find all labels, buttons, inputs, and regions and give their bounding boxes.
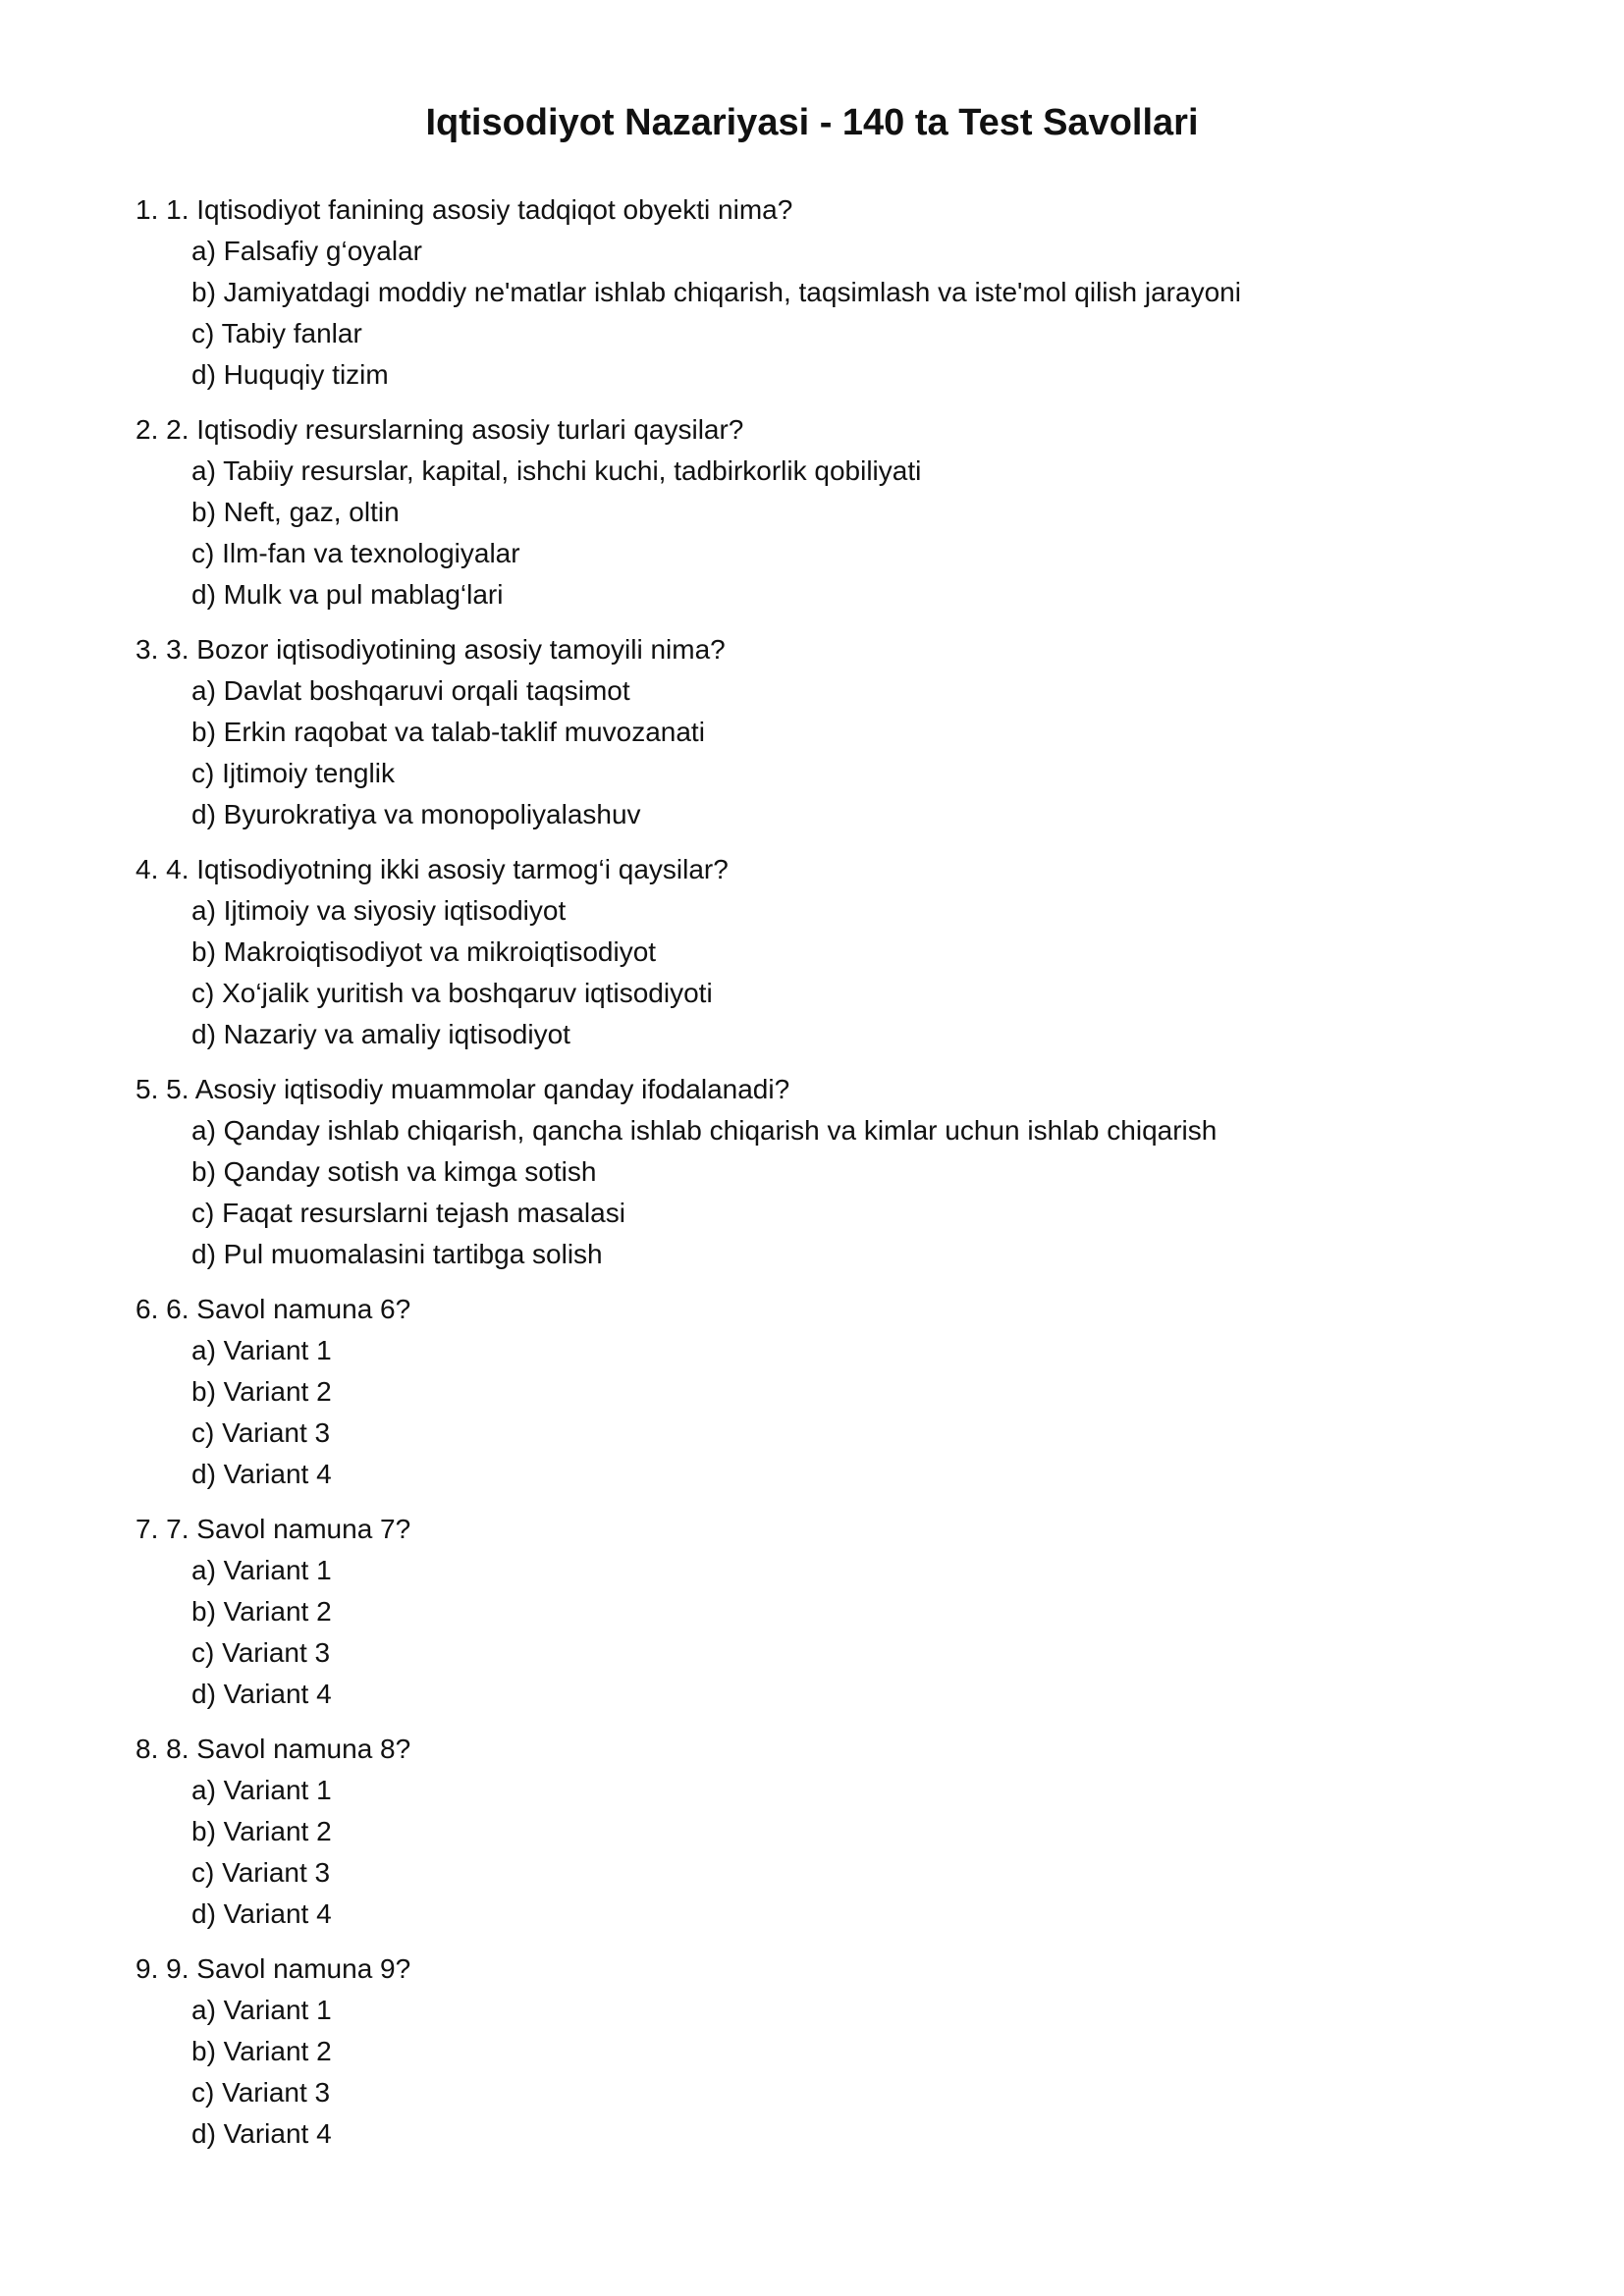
option-c: c) Faqat resurslarni tejash masalasi xyxy=(191,1198,625,1228)
option-d: d) Nazariy va amaliy iqtisodiyot xyxy=(191,1019,570,1049)
question-item xyxy=(135,409,1490,629)
option-b: b) Makroiqtisodiyot va mikroiqtisodiyot xyxy=(191,936,657,967)
option-list xyxy=(191,231,1241,396)
option-c: c) Variant 3 xyxy=(191,2077,331,2108)
option-b: b) Variant 2 xyxy=(191,1376,332,1407)
option-d: d) Mulk va pul mablag‘lari xyxy=(191,579,504,610)
option-c: c) Ilm-fan va texnologiyalar xyxy=(191,538,520,568)
question-list xyxy=(135,189,1490,2168)
question-text: 3. 3. Bozor iqtisodiyotining asosiy tamoyili nima? xyxy=(135,634,726,665)
option-b: b) Neft, gaz, oltin xyxy=(191,497,400,527)
option-c: c) Variant 3 xyxy=(191,1857,331,1888)
question-text: 7. 7. Savol namuna 7? xyxy=(135,1514,411,1544)
question-item xyxy=(135,1949,1490,2168)
question-text: 2. 2. Iqtisodiy resurslarning asosiy turlari qaysilar? xyxy=(135,414,744,445)
option-list xyxy=(191,1770,332,1935)
option-list xyxy=(191,890,713,1055)
option-a: a) Tabiiy resurslar, kapital, ishchi kuchi, tadbirkorlik qobiliyati xyxy=(191,455,922,486)
option-list xyxy=(191,1110,1217,1275)
option-a: a) Davlat boshqaruvi orqali taqsimot xyxy=(191,675,630,706)
option-d: d) Huquqiy tizim xyxy=(191,359,389,390)
option-a: a) Variant 1 xyxy=(191,1335,332,1365)
option-b: b) Variant 2 xyxy=(191,1816,332,1846)
question-item xyxy=(135,1289,1490,1509)
option-list xyxy=(191,1990,332,2155)
option-b: b) Erkin raqobat va talab-taklif muvozanati xyxy=(191,717,705,747)
option-c: c) Ijtimoiy tenglik xyxy=(191,758,395,788)
option-c: c) Xo‘jalik yuritish va boshqaruv iqtisodiyoti xyxy=(191,978,713,1008)
option-list xyxy=(191,1330,332,1495)
question-item xyxy=(135,849,1490,1069)
option-list xyxy=(191,451,921,615)
question-text: 9. 9. Savol namuna 9? xyxy=(135,1953,411,1984)
option-list xyxy=(191,670,705,835)
option-a: a) Ijtimoiy va siyosiy iqtisodiyot xyxy=(191,895,567,926)
option-a: a) Variant 1 xyxy=(191,1775,332,1805)
option-a: a) Variant 1 xyxy=(191,1555,332,1585)
option-b: b) Jamiyatdagi moddiy ne'matlar ishlab chiqarish, taqsimlash va iste'mol qilish jarayoni xyxy=(191,277,1241,307)
question-item xyxy=(135,1729,1490,1949)
option-d: d) Variant 4 xyxy=(191,1459,332,1489)
question-text: 5. 5. Asosiy iqtisodiy muammolar qanday ifodalanadi? xyxy=(135,1074,790,1104)
question-text: 4. 4. Iqtisodiyotning ikki asosiy tarmog‘i qaysilar? xyxy=(135,854,729,884)
document-title: Iqtisodiyot Nazariyasi - 140 ta Test Savollari xyxy=(425,102,1199,143)
option-a: a) Variant 1 xyxy=(191,1995,332,2025)
question-item xyxy=(135,1509,1490,1729)
question-text: 8. 8. Savol namuna 8? xyxy=(135,1734,411,1764)
option-d: d) Pul muomalasini tartibga solish xyxy=(191,1239,603,1269)
question-item xyxy=(135,1069,1490,1289)
option-c: c) Variant 3 xyxy=(191,1637,331,1668)
question-item xyxy=(135,189,1490,409)
option-list xyxy=(191,1550,332,1715)
option-b: b) Variant 2 xyxy=(191,1596,332,1627)
option-c: c) Tabiy fanlar xyxy=(191,318,362,348)
option-d: d) Byurokratiya va monopoliyalashuv xyxy=(191,799,641,829)
option-b: b) Variant 2 xyxy=(191,2036,332,2066)
option-b: b) Qanday sotish va kimga sotish xyxy=(191,1156,597,1187)
option-d: d) Variant 4 xyxy=(191,2118,332,2149)
option-d: d) Variant 4 xyxy=(191,1679,332,1709)
question-text: 1. 1. Iqtisodiyot fanining asosiy tadqiqot obyekti nima? xyxy=(135,194,793,225)
option-a: a) Falsafiy g‘oyalar xyxy=(191,236,422,266)
option-d: d) Variant 4 xyxy=(191,1898,332,1929)
question-text: 6. 6. Savol namuna 6? xyxy=(135,1294,411,1324)
option-a: a) Qanday ishlab chiqarish, qancha ishlab chiqarish va kimlar uchun ishlab chiqarish xyxy=(191,1115,1218,1146)
option-c: c) Variant 3 xyxy=(191,1417,331,1448)
question-item xyxy=(135,629,1490,849)
